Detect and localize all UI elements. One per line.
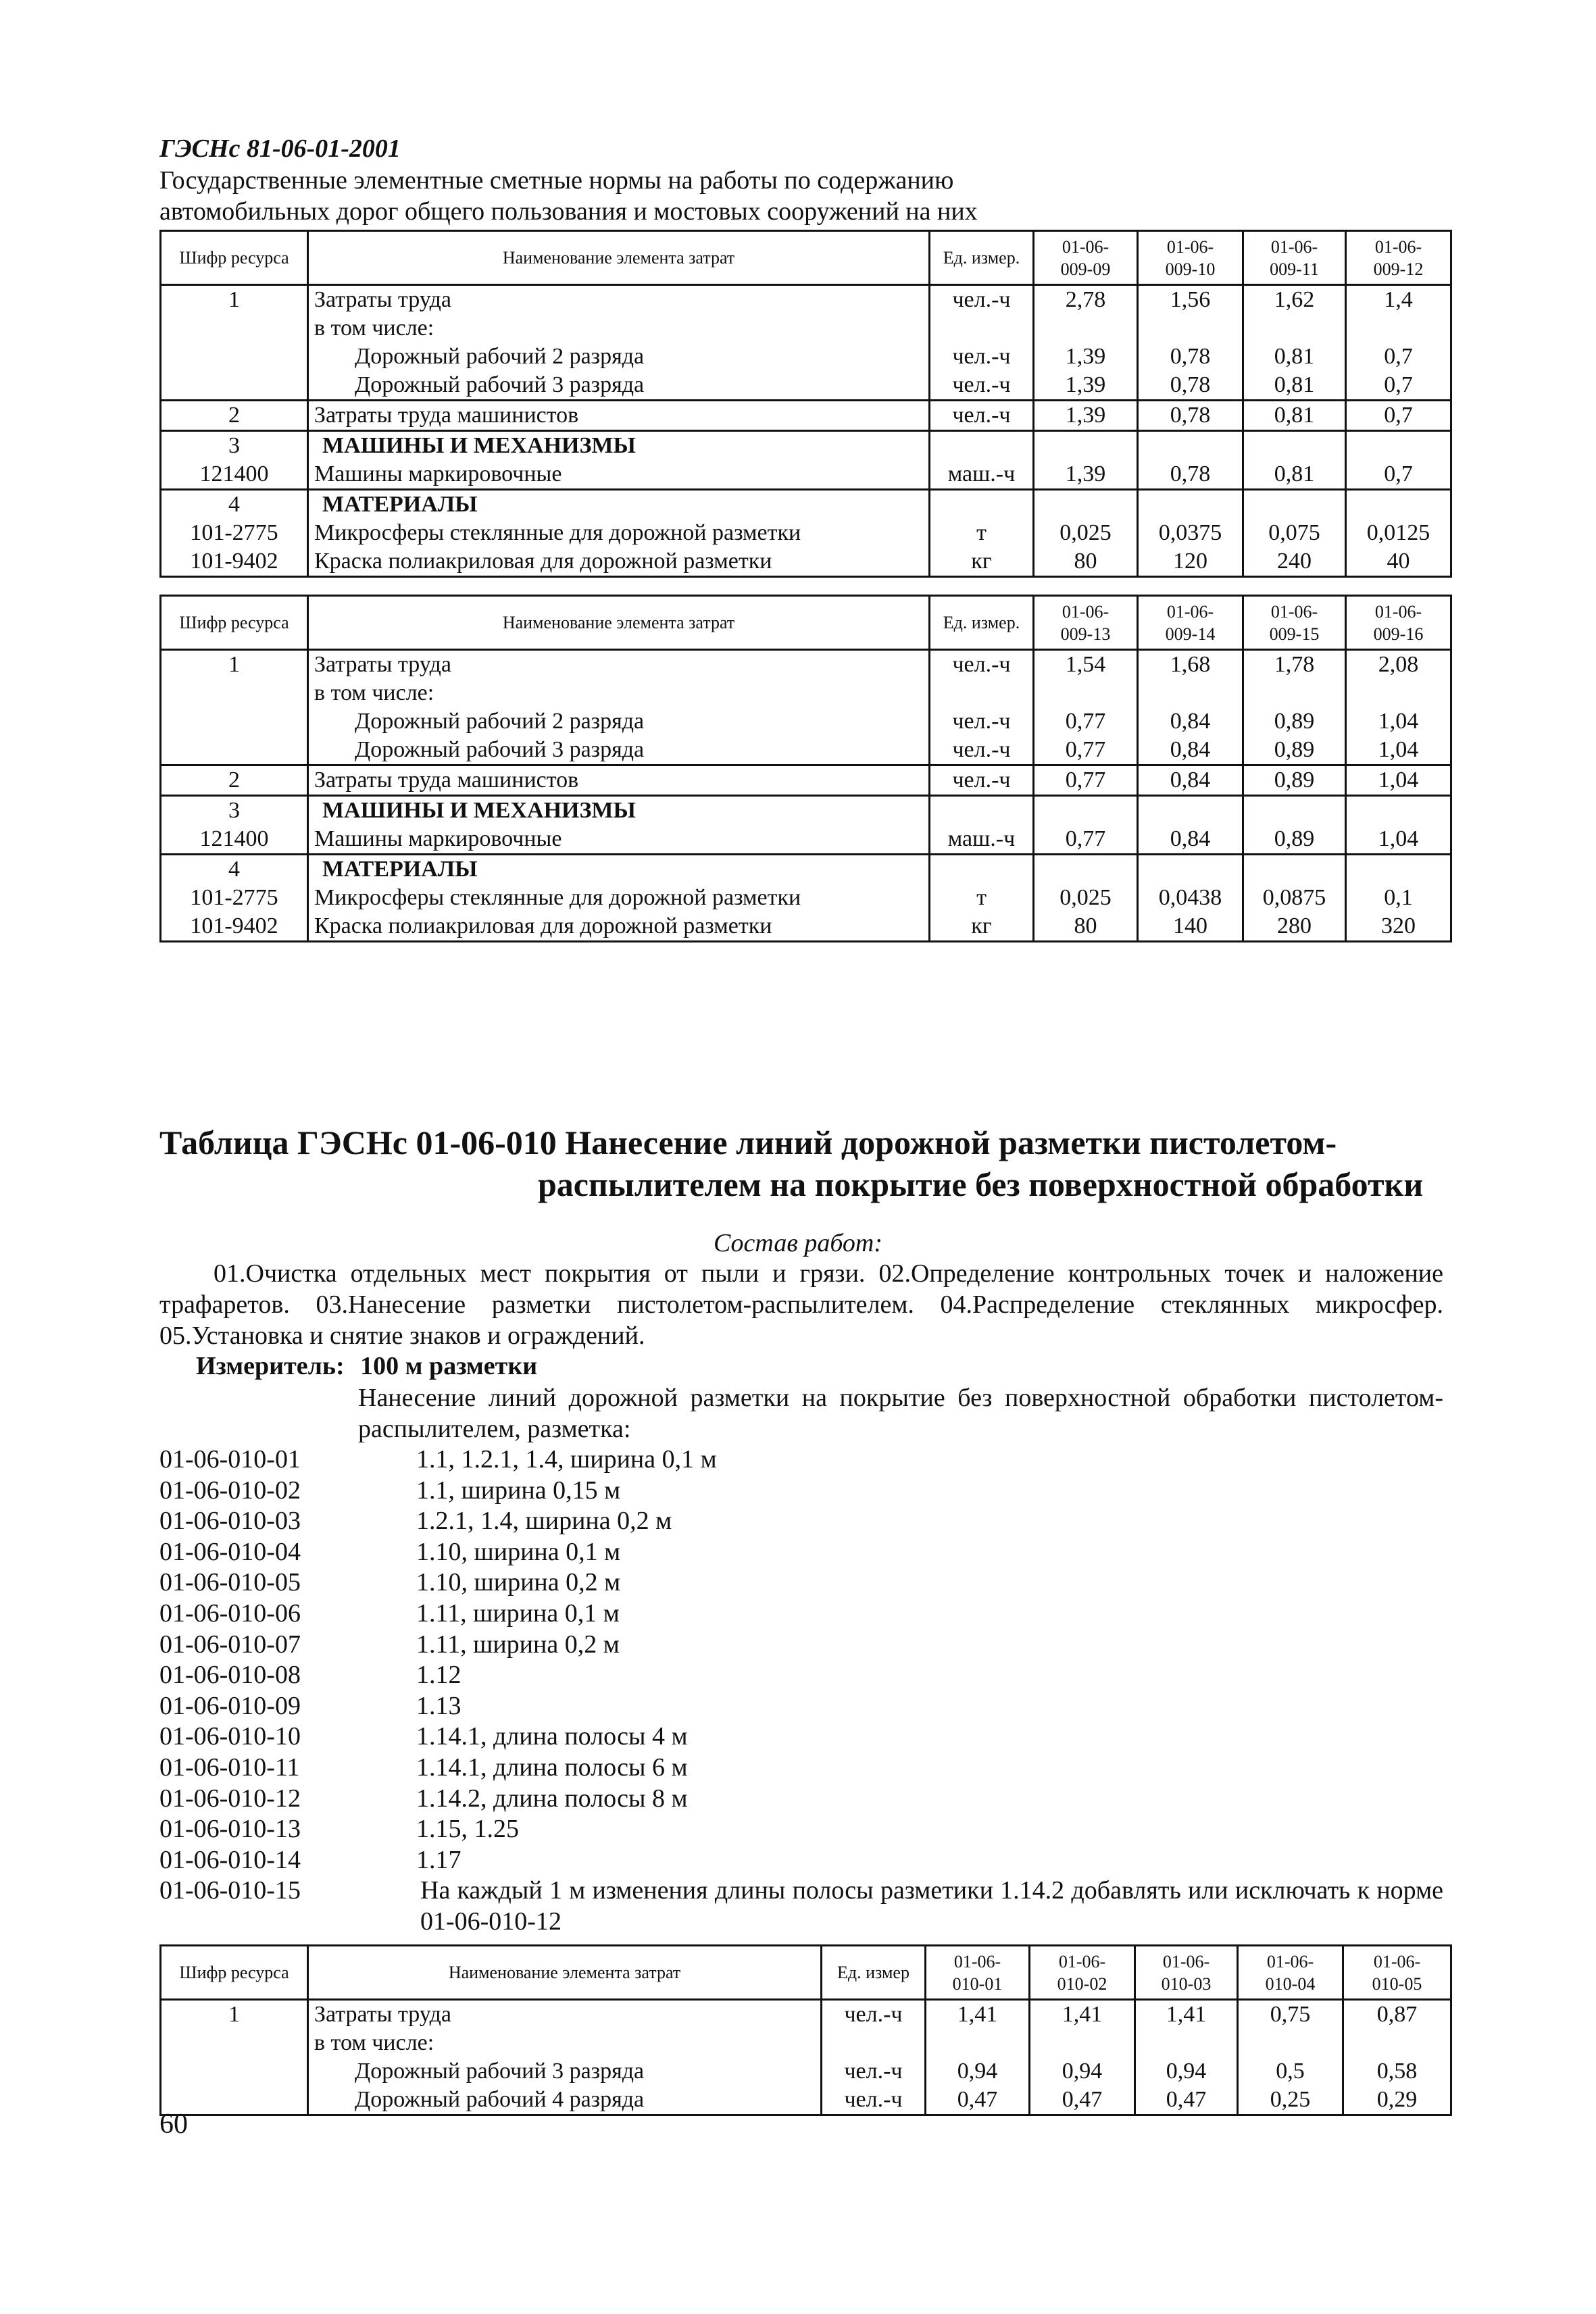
table-cell: 0,025 bbox=[1034, 884, 1138, 912]
list-item bbox=[159, 1537, 1443, 1568]
header-unit: Ед. измер. bbox=[930, 596, 1034, 650]
table-cell: 3 bbox=[161, 431, 308, 461]
table-cell: в том числе: bbox=[308, 2029, 822, 2057]
table-cell: чел.-ч bbox=[930, 650, 1034, 680]
table-cell: 1,39 bbox=[1034, 460, 1138, 490]
table-cell: 1,04 bbox=[1346, 765, 1451, 796]
header-norm-col: 01-06- 009-14 bbox=[1138, 596, 1243, 650]
list-item bbox=[159, 1567, 1443, 1599]
table-cell bbox=[1034, 431, 1138, 461]
table-row bbox=[161, 371, 1451, 401]
table-cell: 3 bbox=[161, 796, 308, 826]
table-cell bbox=[1346, 314, 1451, 343]
table-row bbox=[161, 2086, 1451, 2115]
table-cell: 0,94 bbox=[1135, 2057, 1238, 2086]
table-cell: 0,0375 bbox=[1138, 519, 1243, 547]
table-cell: 0,0875 bbox=[1243, 884, 1346, 912]
table-cell: 0,81 bbox=[1243, 460, 1346, 490]
norm-list bbox=[159, 1444, 1443, 1938]
header-norm-col: 01-06- 009-15 bbox=[1243, 596, 1346, 650]
table-cell: 0,78 bbox=[1138, 401, 1243, 431]
table-cell: Затраты труда bbox=[308, 285, 930, 315]
table-cell: 0,075 bbox=[1243, 519, 1346, 547]
measurement-label: Измеритель: bbox=[196, 1352, 345, 1380]
table-row bbox=[161, 2057, 1451, 2086]
table-cell bbox=[930, 855, 1034, 884]
table-cell: чел.-ч bbox=[930, 707, 1034, 736]
table-cell: 0,7 bbox=[1346, 343, 1451, 371]
table-cell: Затраты труда bbox=[308, 650, 930, 680]
table-cell: чел.-ч bbox=[930, 765, 1034, 796]
table-cell: 1,62 bbox=[1243, 285, 1346, 315]
table-cell: 1,04 bbox=[1346, 736, 1451, 765]
table-cell: 121400 bbox=[161, 460, 308, 490]
table-cell: 0,84 bbox=[1138, 765, 1243, 796]
table-row bbox=[161, 314, 1451, 343]
table-cell: Машины маркировочные bbox=[308, 460, 930, 490]
table-cell bbox=[1034, 490, 1138, 520]
table-cell bbox=[161, 2029, 308, 2057]
norms-intro: Нанесение линий дорожной разметки на покрытие без поверхностной обработки пистолетом-распылителем, разметка: bbox=[358, 1384, 1443, 1443]
norm-description: 1.14.2, длина полосы 8 м bbox=[416, 1784, 688, 1813]
table-cell bbox=[1138, 431, 1243, 461]
table-cell: 1,39 bbox=[1034, 343, 1138, 371]
norm-description: 1.12 bbox=[416, 1661, 462, 1690]
table-cell bbox=[161, 343, 308, 371]
norm-description: 1.1, ширина 0,15 м bbox=[416, 1476, 621, 1505]
table-cell: 0,84 bbox=[1138, 707, 1243, 736]
table-row bbox=[161, 736, 1451, 765]
table-cell: 120 bbox=[1138, 547, 1243, 577]
work-composition-text: 01.Очистка отдельных мест покрытия от пыли и грязи. 02.Определение контрольных точек и наложение трафаретов. 03.Нанесение разметки пистолетом-распылителем. 04.Распределение стеклянных микросфер. 05.Установка и снятие знаков и ограждений. bbox=[159, 1259, 1443, 1350]
table-cell: Затраты труда bbox=[308, 2000, 822, 2030]
table-row bbox=[161, 679, 1451, 707]
header-norm-col: 01-06- 009-10 bbox=[1138, 231, 1243, 285]
table-cell bbox=[161, 314, 308, 343]
header-norm-col: 01-06- 010-04 bbox=[1238, 1946, 1343, 2000]
resource-table-010-01-05 bbox=[159, 1944, 1452, 2116]
norm-description: 1.10, ширина 0,1 м bbox=[416, 1537, 621, 1566]
table-cell bbox=[1346, 490, 1451, 520]
table-cell: 0,78 bbox=[1138, 371, 1243, 401]
list-item bbox=[159, 1784, 1443, 1815]
table-cell: 0,77 bbox=[1034, 825, 1138, 855]
table-cell: 140 bbox=[1138, 912, 1243, 942]
measurement-unit bbox=[196, 1351, 537, 1381]
document-description-line-2: автомобильных дорог общего пользования и мостовых сооружений на них bbox=[159, 197, 978, 226]
table-cell: МАТЕРИАЛЫ bbox=[308, 490, 930, 520]
table-cell: 1,78 bbox=[1243, 650, 1346, 680]
table-cell: 0,77 bbox=[1034, 765, 1138, 796]
table-cell: 0,89 bbox=[1243, 825, 1346, 855]
table-cell: 101-2775 bbox=[161, 519, 308, 547]
table-cell: 240 bbox=[1243, 547, 1346, 577]
header-norm-col: 01-06- 010-02 bbox=[1030, 1946, 1135, 2000]
header-unit: Ед. измер. bbox=[930, 231, 1034, 285]
table-cell: 0,89 bbox=[1243, 765, 1346, 796]
table-cell: 0,58 bbox=[1343, 2057, 1451, 2086]
header-element-name: Наименование элемента затрат bbox=[308, 596, 930, 650]
norm-description: 1.14.1, длина полосы 4 м bbox=[416, 1722, 688, 1751]
norm-description: 1.10, ширина 0,2 м bbox=[416, 1568, 621, 1597]
header-norm-col: 01-06- 009-11 bbox=[1243, 231, 1346, 285]
table-cell bbox=[1243, 855, 1346, 884]
header-element-name: Наименование элемента затрат bbox=[308, 231, 930, 285]
table-cell bbox=[1346, 796, 1451, 826]
header-norm-col: 01-06- 009-09 bbox=[1034, 231, 1138, 285]
table-cell bbox=[161, 2057, 308, 2086]
table-row bbox=[161, 855, 1451, 884]
table-cell: 0,7 bbox=[1346, 371, 1451, 401]
norm-description: 1.2.1, 1.4, ширина 0,2 м bbox=[416, 1507, 672, 1536]
table-cell: 2 bbox=[161, 765, 308, 796]
table-cell: маш.-ч bbox=[930, 825, 1034, 855]
header-norm-col: 01-06- 010-05 bbox=[1343, 1946, 1451, 2000]
table-cell: чел.-ч bbox=[930, 371, 1034, 401]
table-cell bbox=[1034, 314, 1138, 343]
table-cell: 1,39 bbox=[1034, 371, 1138, 401]
table-cell: 0,7 bbox=[1346, 401, 1451, 431]
table-cell bbox=[930, 490, 1034, 520]
table-cell: 0,0438 bbox=[1138, 884, 1243, 912]
table-cell: 0,47 bbox=[1030, 2086, 1135, 2115]
table-cell: МАТЕРИАЛЫ bbox=[308, 855, 930, 884]
table-cell bbox=[822, 2029, 926, 2057]
table-cell: 2,08 bbox=[1346, 650, 1451, 680]
table-row bbox=[161, 285, 1451, 315]
table-cell bbox=[930, 679, 1034, 707]
norm-code: 01-06-010-05 bbox=[159, 1568, 301, 1597]
table-cell: Микросферы стеклянные для дорожной разметки bbox=[308, 884, 930, 912]
table-cell: 0,025 bbox=[1034, 519, 1138, 547]
table-cell bbox=[1243, 314, 1346, 343]
table-cell: 0,0125 bbox=[1346, 519, 1451, 547]
norm-description: 1.13 bbox=[416, 1691, 462, 1720]
table-row bbox=[161, 2000, 1451, 2030]
list-item bbox=[159, 1876, 1443, 1937]
table-cell bbox=[1138, 490, 1243, 520]
norm-description: 1.14.1, длина полосы 6 м bbox=[416, 1753, 688, 1782]
table-cell: 0,84 bbox=[1138, 825, 1243, 855]
table-cell: 0,94 bbox=[1030, 2057, 1135, 2086]
table-cell: 1,54 bbox=[1034, 650, 1138, 680]
table-cell bbox=[930, 796, 1034, 826]
header-resource-code: Шифр ресурса bbox=[161, 231, 308, 285]
table-cell bbox=[1243, 796, 1346, 826]
table-cell: 0,81 bbox=[1243, 401, 1346, 431]
table-cell: 0,77 bbox=[1034, 707, 1138, 736]
table-cell bbox=[1138, 679, 1243, 707]
table-cell bbox=[1034, 855, 1138, 884]
table-cell bbox=[161, 736, 308, 765]
table-cell bbox=[1343, 2029, 1451, 2057]
table-cell: 320 bbox=[1346, 912, 1451, 942]
table-cell: т bbox=[930, 884, 1034, 912]
document-code: ГЭСНс 81-06-01-2001 bbox=[159, 134, 401, 163]
table-cell: т bbox=[930, 519, 1034, 547]
document-description-line-1: Государственные элементные сметные нормы на работы по содержанию bbox=[159, 166, 954, 195]
table-cell: в том числе: bbox=[308, 679, 930, 707]
table-cell: МАШИНЫ И МЕХАНИЗМЫ bbox=[308, 796, 930, 826]
table-cell bbox=[1346, 855, 1451, 884]
header-unit: Ед. измер bbox=[822, 1946, 926, 2000]
table-cell: 80 bbox=[1034, 547, 1138, 577]
section-title bbox=[159, 1122, 1457, 1205]
table-cell: 0,75 bbox=[1238, 2000, 1343, 2030]
list-item bbox=[159, 1814, 1443, 1845]
norm-code: 01-06-010-13 bbox=[159, 1815, 301, 1844]
norm-code: 01-06-010-04 bbox=[159, 1537, 301, 1566]
table-cell bbox=[161, 371, 308, 401]
table-cell: 1,41 bbox=[926, 2000, 1030, 2030]
table-cell: 0,1 bbox=[1346, 884, 1451, 912]
table-cell bbox=[1238, 2029, 1343, 2057]
table-cell: 1 bbox=[161, 650, 308, 680]
table-row bbox=[161, 401, 1451, 431]
table-row bbox=[161, 460, 1451, 490]
norm-code: 01-06-010-02 bbox=[159, 1476, 301, 1505]
table-cell: чел.-ч bbox=[822, 2000, 926, 2030]
table-cell: 0,78 bbox=[1138, 460, 1243, 490]
norm-description: 1.11, ширина 0,2 м bbox=[416, 1630, 620, 1659]
table-cell: маш.-ч bbox=[930, 460, 1034, 490]
norm-code: 01-06-010-10 bbox=[159, 1722, 301, 1751]
table-cell: 101-9402 bbox=[161, 912, 308, 942]
list-item bbox=[159, 1721, 1443, 1753]
table-cell: 0,87 bbox=[1343, 2000, 1451, 2030]
table-row bbox=[161, 547, 1451, 577]
table-cell: 101-2775 bbox=[161, 884, 308, 912]
header-norm-col: 01-06- 009-13 bbox=[1034, 596, 1138, 650]
table-cell: чел.-ч bbox=[822, 2086, 926, 2115]
table-cell: 101-9402 bbox=[161, 547, 308, 577]
table-cell: 80 bbox=[1034, 912, 1138, 942]
norm-code: 01-06-010-01 bbox=[159, 1445, 301, 1474]
table-cell: 0,94 bbox=[926, 2057, 1030, 2086]
document-header bbox=[159, 132, 1443, 227]
resource-table-009-09-12 bbox=[159, 230, 1452, 578]
header-norm-col: 01-06- 010-01 bbox=[926, 1946, 1030, 2000]
table-cell bbox=[1243, 431, 1346, 461]
table-cell bbox=[1034, 796, 1138, 826]
table-cell: Дорожный рабочий 4 разряда bbox=[308, 2086, 822, 2115]
header-resource-code: Шифр ресурса bbox=[161, 1946, 308, 2000]
table-cell bbox=[1138, 796, 1243, 826]
table-cell: 1 bbox=[161, 285, 308, 315]
table-cell bbox=[1135, 2029, 1238, 2057]
table-cell: 1,39 bbox=[1034, 401, 1138, 431]
norm-code: 01-06-010-12 bbox=[159, 1784, 301, 1813]
table-cell: 0,81 bbox=[1243, 343, 1346, 371]
table-cell: Дорожный рабочий 2 разряда bbox=[308, 707, 930, 736]
norm-code: 01-06-010-15 bbox=[159, 1876, 301, 1905]
table-cell: 4 bbox=[161, 490, 308, 520]
table-cell: 0,77 bbox=[1034, 736, 1138, 765]
table-cell bbox=[1346, 431, 1451, 461]
table-cell: чел.-ч bbox=[930, 343, 1034, 371]
table-cell: кг bbox=[930, 912, 1034, 942]
norm-code: 01-06-010-11 bbox=[159, 1753, 300, 1782]
list-item bbox=[159, 1506, 1443, 1537]
table-cell bbox=[161, 707, 308, 736]
header-element-name: Наименование элемента затрат bbox=[308, 1946, 822, 2000]
header-norm-col: 01-06- 010-03 bbox=[1135, 1946, 1238, 2000]
table-cell: 0,7 bbox=[1346, 460, 1451, 490]
table-cell: Машины маркировочные bbox=[308, 825, 930, 855]
table-row bbox=[161, 884, 1451, 912]
norm-description: 1.11, ширина 0,1 м bbox=[416, 1599, 620, 1628]
work-composition-heading: Состав работ: bbox=[713, 1229, 883, 1257]
table-row bbox=[161, 707, 1451, 736]
table-cell: 0,89 bbox=[1243, 707, 1346, 736]
table-cell: 1,41 bbox=[1030, 2000, 1135, 2030]
table-cell: 2,78 bbox=[1034, 285, 1138, 315]
table-cell: 121400 bbox=[161, 825, 308, 855]
table-row bbox=[161, 765, 1451, 796]
table-cell: Краска полиакриловая для дорожной разметки bbox=[308, 547, 930, 577]
table-cell: Микросферы стеклянные для дорожной разметки bbox=[308, 519, 930, 547]
table-row bbox=[161, 650, 1451, 680]
table-cell: 1,56 bbox=[1138, 285, 1243, 315]
table-cell: чел.-ч bbox=[930, 401, 1034, 431]
table-row bbox=[161, 912, 1451, 942]
table-cell: 1,04 bbox=[1346, 707, 1451, 736]
table-cell bbox=[1243, 490, 1346, 520]
table-cell: 0,25 bbox=[1238, 2086, 1343, 2115]
list-item bbox=[159, 1691, 1443, 1722]
table-cell: Затраты труда машинистов bbox=[308, 765, 930, 796]
table-row bbox=[161, 796, 1451, 826]
table-cell: МАШИНЫ И МЕХАНИЗМЫ bbox=[308, 431, 930, 461]
table-cell bbox=[1346, 679, 1451, 707]
table-cell: 4 bbox=[161, 855, 308, 884]
table-row bbox=[161, 825, 1451, 855]
table-cell: 2 bbox=[161, 401, 308, 431]
table-cell: Дорожный рабочий 3 разряда bbox=[308, 736, 930, 765]
table-cell: чел.-ч bbox=[930, 736, 1034, 765]
table-row bbox=[161, 519, 1451, 547]
header-norm-col: 01-06- 009-12 bbox=[1346, 231, 1451, 285]
table-cell: чел.-ч bbox=[930, 285, 1034, 315]
table-cell: 0,47 bbox=[1135, 2086, 1238, 2115]
table-cell bbox=[930, 431, 1034, 461]
list-item bbox=[159, 1630, 1443, 1661]
table-cell: кг bbox=[930, 547, 1034, 577]
table-cell: 1,41 bbox=[1135, 2000, 1238, 2030]
measurement-value: 100 м разметки bbox=[360, 1352, 538, 1380]
list-item bbox=[159, 1476, 1443, 1507]
table-cell: 1,68 bbox=[1138, 650, 1243, 680]
page-number: 60 bbox=[159, 2109, 188, 2140]
list-item bbox=[159, 1599, 1443, 1630]
list-item bbox=[159, 1444, 1443, 1476]
table-cell: 1,04 bbox=[1346, 825, 1451, 855]
section-title-line-2: распылителем на покрытие без поверхностной обработки bbox=[538, 1165, 1424, 1203]
norm-description: 1.15, 1.25 bbox=[416, 1815, 519, 1844]
table-cell: 0,47 bbox=[926, 2086, 1030, 2115]
resource-table-009-13-16 bbox=[159, 595, 1452, 942]
table-cell: 1,4 bbox=[1346, 285, 1451, 315]
norm-code: 01-06-010-08 bbox=[159, 1661, 301, 1690]
table-row bbox=[161, 343, 1451, 371]
table-cell: 0,5 bbox=[1238, 2057, 1343, 2086]
norm-description: 1.1, 1.2.1, 1.4, ширина 0,1 м bbox=[416, 1445, 717, 1474]
header-norm-col: 01-06- 009-16 bbox=[1346, 596, 1451, 650]
norm-description: 1.17 bbox=[416, 1845, 462, 1874]
table-cell: 1 bbox=[161, 2000, 308, 2030]
table-cell: чел.-ч bbox=[822, 2057, 926, 2086]
table-cell bbox=[1243, 679, 1346, 707]
norm-code: 01-06-010-03 bbox=[159, 1507, 301, 1536]
table-cell bbox=[161, 679, 308, 707]
table-cell bbox=[926, 2029, 1030, 2057]
norm-code: 01-06-010-06 bbox=[159, 1599, 301, 1628]
table-cell: 0,89 bbox=[1243, 736, 1346, 765]
section-title-line-1: Таблица ГЭСНс 01-06-010 Нанесение линий дорожной разметки пистолетом- bbox=[159, 1124, 1337, 1161]
table-cell: Краска полиакриловая для дорожной разметки bbox=[308, 912, 930, 942]
table-row bbox=[161, 431, 1451, 461]
table-cell: 40 bbox=[1346, 547, 1451, 577]
table-cell: 0,78 bbox=[1138, 343, 1243, 371]
table-cell: Дорожный рабочий 3 разряда bbox=[308, 2057, 822, 2086]
norm-description: На каждый 1 м изменения длины полосы разметики 1.14.2 добавлять или исключать к норме 01-06-010-12 bbox=[420, 1876, 1443, 1936]
norm-code: 01-06-010-07 bbox=[159, 1630, 301, 1659]
list-item bbox=[159, 1660, 1443, 1691]
table-cell: 0,84 bbox=[1138, 736, 1243, 765]
norm-code: 01-06-010-14 bbox=[159, 1845, 301, 1874]
table-cell: Затраты труда машинистов bbox=[308, 401, 930, 431]
table-row bbox=[161, 2029, 1451, 2057]
table-cell bbox=[1138, 314, 1243, 343]
table-cell: Дорожный рабочий 2 разряда bbox=[308, 343, 930, 371]
table-cell: в том числе: bbox=[308, 314, 930, 343]
table-cell: 0,29 bbox=[1343, 2086, 1451, 2115]
table-row bbox=[161, 490, 1451, 520]
table-cell bbox=[930, 314, 1034, 343]
list-item bbox=[159, 1753, 1443, 1784]
table-cell: 0,81 bbox=[1243, 371, 1346, 401]
list-item bbox=[159, 1845, 1443, 1876]
table-cell: Дорожный рабочий 3 разряда bbox=[308, 371, 930, 401]
table-cell bbox=[1034, 679, 1138, 707]
table-cell: 280 bbox=[1243, 912, 1346, 942]
header-resource-code: Шифр ресурса bbox=[161, 596, 308, 650]
norm-code: 01-06-010-09 bbox=[159, 1691, 301, 1720]
table-cell bbox=[1138, 855, 1243, 884]
table-cell bbox=[1030, 2029, 1135, 2057]
